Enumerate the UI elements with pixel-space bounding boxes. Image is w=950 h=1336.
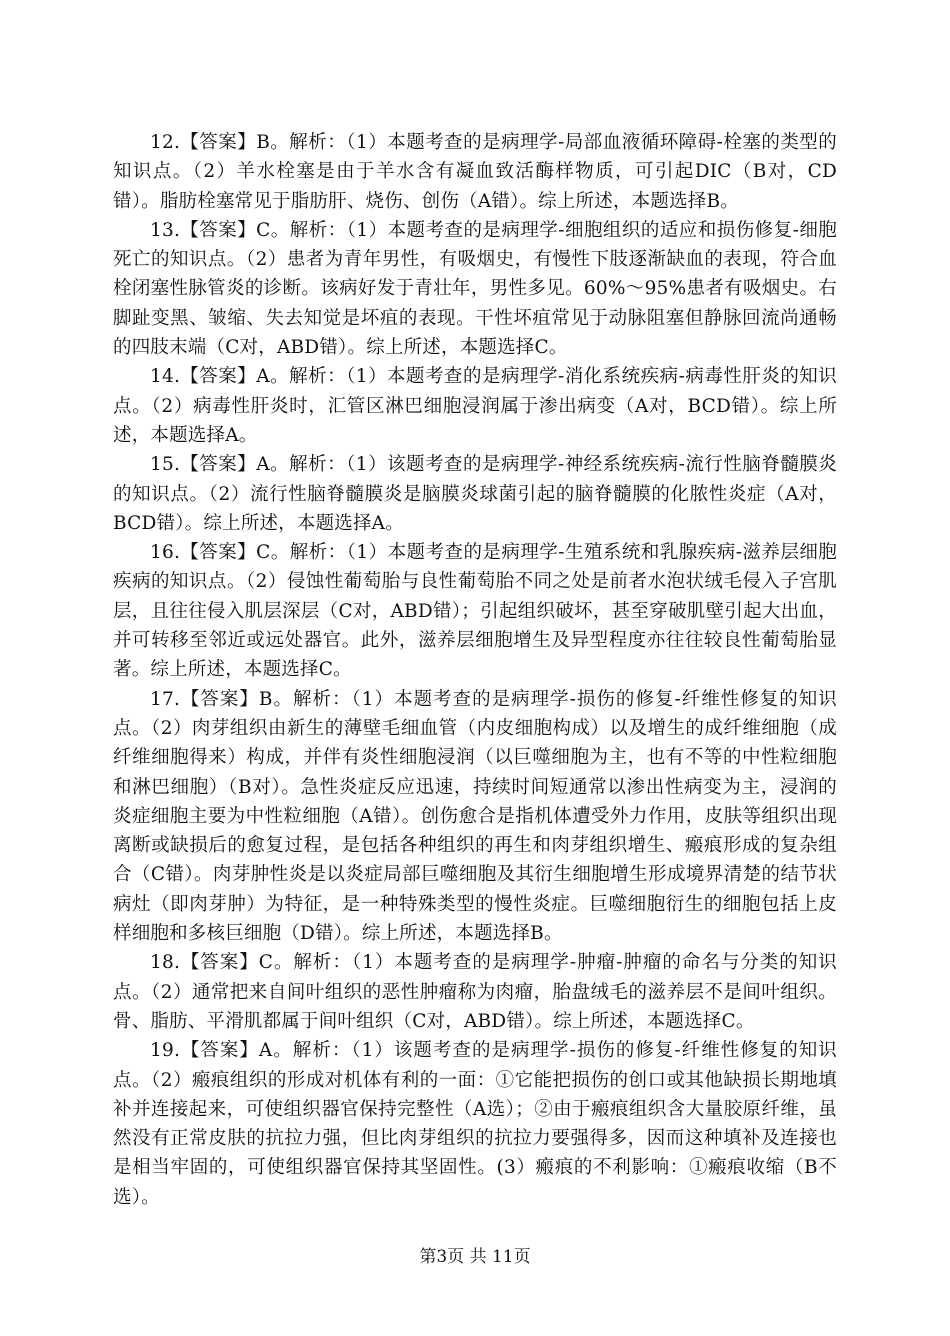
- answer-paragraph-17: 17.【答案】B。解析：（1）本题考查的是病理学-损伤的修复-纤维性修复的知识点。（2）肉芽组织由新生的薄壁毛细血管（内皮细胞构成）以及增生的成纤维细胞（成纤维细胞得来）构成，并伴有炎性细胞浸润（以巨噬细胞为主，也有不等的中性粒细胞和淋巴细胞）（B对）。急性炎症反应迅速，持续时间短通常以渗出性病变为主，浸润的炎症细胞主要为中性粒细胞（A错）。创伤愈合是指机体遭受外力作用，皮肤等组织出现离断或缺损后的愈复过程，是包括各种组织的再生和肉芽组织增生、瘢痕形成的复杂组合（C错）。肉芽肿性炎是以炎症局部巨噬细胞及其衍生细胞增生形成境界清楚的结节状病灶（即肉芽肿）为特征，是一种特殊类型的慢性炎症。巨噬细胞衍生的细胞包括上皮样细胞和多核巨细胞（D错）。综上所述，本题选择B。: [113, 688, 837, 945]
- answer-paragraph-16: 16.【答案】C。解析：（1）本题考查的是病理学-生殖系统和乳腺疾病-滋养层细胞疾病的知识点。（2）侵蚀性葡萄胎与良性葡萄胎不同之处是前者水泡状绒毛侵入子宫肌层，且往往侵入肌层深层（C对，ABD错）；引起组织破坏，甚至穿破肌壁引起大出血，并可转移至邻近或远处器官。此外，滋养层细胞增生及异型程度亦往往较良性葡萄胎显著。综上所述，本题选择C。: [113, 542, 837, 681]
- answer-explanations: [113, 128, 837, 1212]
- answer-paragraph-12: 12.【答案】B。解析：（1）本题考查的是病理学-局部血液循环障碍-栓塞的类型的知识点。（2）羊水栓塞是由于羊水含有凝血致活酶样物质，可引起DIC（B对，CD错）。脂肪栓塞常见于脂肪肝、烧伤、创伤（A错）。综上所述，本题选择B。: [113, 132, 837, 212]
- answer-paragraph-13: 13.【答案】C。解析：（1）本题考查的是病理学-细胞组织的适应和损伤修复-细胞死亡的知识点。（2）患者为青年男性，有吸烟史，有慢性下肢逐渐缺血的表现，符合血栓闭塞性脉管炎的诊断。该病好发于青壮年，男性多见。60%～95%患者有吸烟史。右脚趾变黑、皱缩、失去知觉是坏疽的表现。干性坏疽常见于动脉阻塞但静脉回流尚通畅的四肢末端（C对，ABD错）。综上所述，本题选择C。: [113, 219, 837, 359]
- answer-paragraph-19: 19.【答案】A。解析：（1）该题考查的是病理学-损伤的修复-纤维性修复的知识点。（2）瘢痕组织的形成对机体有利的一面：①它能把损伤的创口或其他缺损长期地填补并连接起来，可使组织器官保持完整性（A选）；②由于瘢痕组织含大量胶原纤维，虽然没有正常皮肤的抗拉力强，但比肉芽组织的抗拉力要强得多，因而这种填补及连接也是相当牢固的，可使组织器官保持其坚固性。(3）瘢痕的不利影响：①瘢痕收缩（B不选）。: [113, 1040, 837, 1208]
- answer-paragraph-15: 15.【答案】A。解析：（1）该题考查的是病理学-神经系统疾病-流行性脑脊髓膜炎的知识点。（2）流行性脑脊髓膜炎是脑膜炎球菌引起的脑脊髓膜的化脓性炎症（A对，BCD错）。综上所述，本题选择A。: [113, 454, 837, 534]
- page-number-footer: 第3页 共 11页: [419, 1247, 531, 1267]
- answer-paragraph-18: 18.【答案】C。解析：（1）本题考查的是病理学-肿瘤-肿瘤的命名与分类的知识点。（2）通常把来自间叶组织的恶性肿瘤称为肉瘤，胎盘绒毛的滋养层不是间叶组织。骨、脂肪、平滑肌都属于间叶组织（C对，ABD错）。综上所述，本题选择C。: [113, 952, 837, 1032]
- answer-paragraph-14: 14.【答案】A。解析：（1）本题考查的是病理学-消化系统疾病-病毒性肝炎的知识点。（2）病毒性肝炎时，汇管区淋巴细胞浸润属于渗出病变（A对，BCD错）。综上所述，本题选择A。: [113, 366, 837, 446]
